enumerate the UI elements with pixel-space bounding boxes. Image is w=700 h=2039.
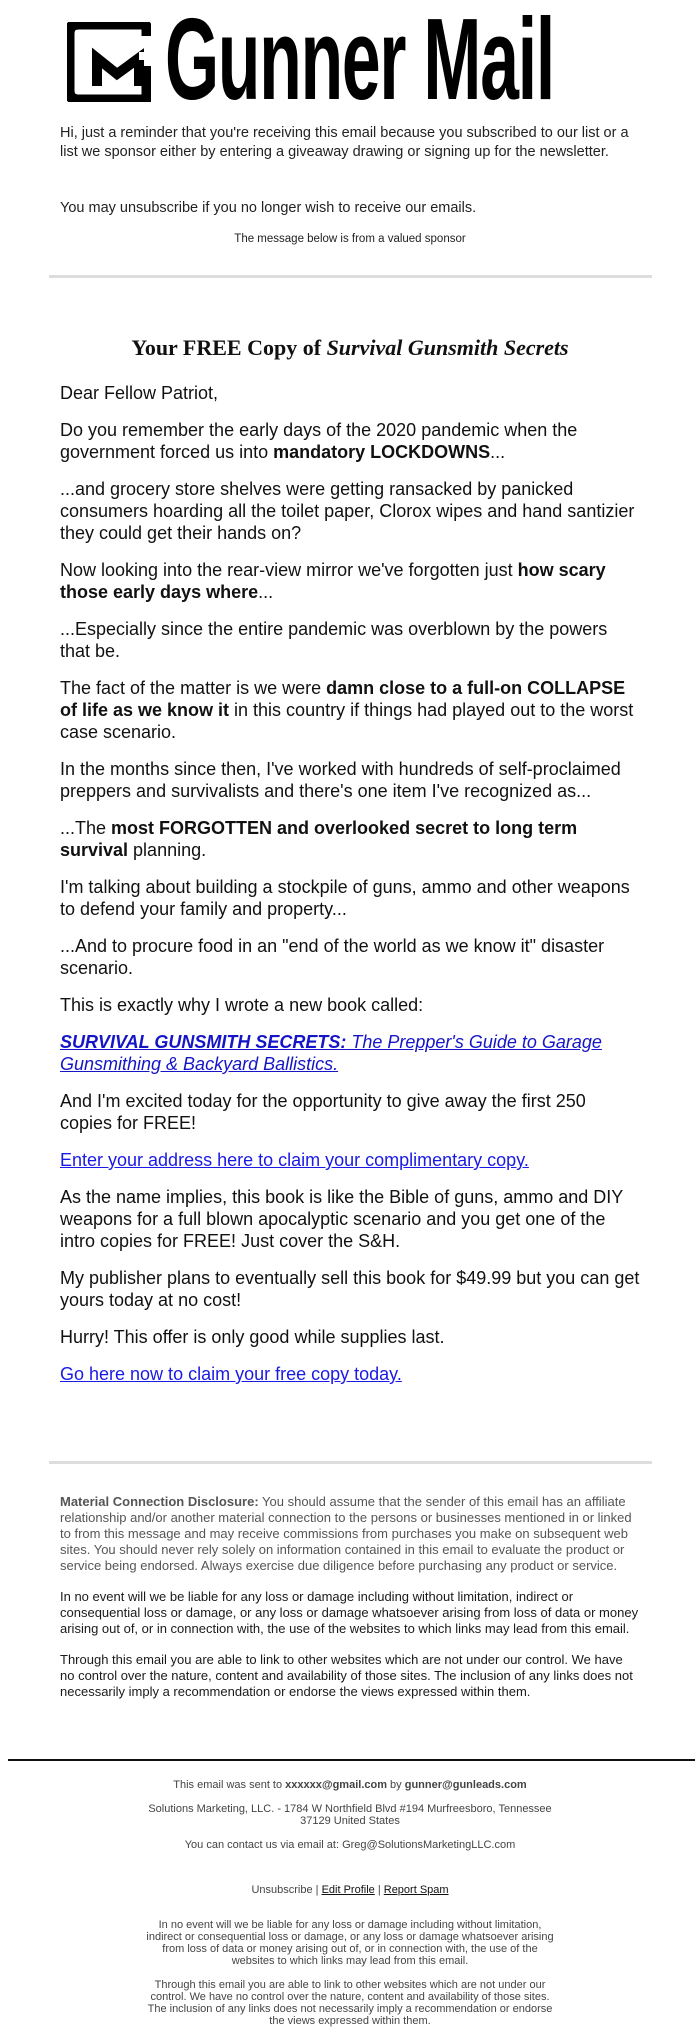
footer-divider — [8, 1759, 695, 1761]
gunner-mail-logo — [67, 0, 587, 124]
paragraph — [60, 1149, 640, 1171]
paragraph — [60, 1031, 640, 1075]
sender-email: gunner@gunleads.com — [404, 1779, 527, 1791]
divider — [49, 1461, 652, 1464]
email-body — [60, 382, 640, 1400]
paragraph: I'm talking about building a stockpile of guns, ammo and other weapons to defend your family and property... — [60, 877, 630, 919]
paragraph: ...Especially since the entire pandemic was overblown by the powers that be. — [60, 619, 608, 661]
paragraph: Now looking into the rear-view mirror we've forgotten just how scary those early days where... — [60, 560, 606, 602]
edit-profile-link[interactable]: Edit Profile — [321, 1884, 375, 1896]
sent-to-line: This email was sent to xxxxxx@gmail.com by gunner@gunleads.com — [173, 1779, 527, 1791]
book-link[interactable]: SURVIVAL GUNSMITH SECRETS: The Prepper's Guide to Garage Gunsmithing & Backyard Ballistics. — [60, 1032, 602, 1074]
paragraph: Hurry! This offer is only good while supplies last. — [60, 1327, 445, 1347]
paragraph: And I'm excited today for the opportunity to give away the first 250 copies for FREE! — [60, 1091, 586, 1133]
claim-copy-link[interactable]: Enter your address here to claim your complimentary copy. — [60, 1150, 529, 1170]
divider — [49, 275, 652, 278]
unsubscribe-note: You may unsubscribe if you no longer wish to receive our emails. — [60, 200, 477, 216]
external-links-notice: Through this email you are able to link to other websites which are not under our control. We have no control over the nature, content and availability of those sites. The inclusion of any links does not necessarily imply a recommendation or endorse the views expressed within them. — [60, 1652, 633, 1699]
headline-prefix: Your FREE Copy of — [131, 335, 327, 360]
footer-links: Unsubscribe | Edit Profile | Report Spam — [251, 1884, 449, 1896]
footer-liability: In no event will we be liable for any loss or damage including without limitation, indirect or consequential loss or damage, or any loss or damage whatsoever arising from loss of data or money arising out of, or in connection with, the use of the websites to which links may lead from this email. — [146, 1919, 554, 1967]
reminder-text: Hi, just a reminder that you're receiving this email because you subscribed to our list or a list we sponsor either by entering a giveaway drawing or signing up for the newsletter. — [60, 125, 629, 160]
subscription-reminder — [60, 124, 640, 161]
company-address: Solutions Marketing, LLC. - 1784 W Northfield Blvd #194 Murfreesboro, Tennessee 37129 United States — [148, 1803, 552, 1827]
paragraph: ...and grocery store shelves were getting ransacked by panicked consumers hoarding all the toilet paper, Clorox wipes and hand santizier they could get their hands on? — [60, 479, 635, 543]
paragraph: ...The most FORGOTTEN and overlooked secret to long term survival planning. — [60, 818, 578, 860]
footer-links-notice: Through this email you are able to link to other websites which are not under our control. We have no control over the nature, content and availability of those sites. The inclusion of any links does not necessarily imply a recommendation or endorse the views expressed within them. — [147, 1979, 553, 2027]
paragraph: This is exactly why I wrote a new book called: — [60, 995, 424, 1015]
claim-free-copy-link[interactable]: Go here now to claim your free copy today. — [60, 1364, 402, 1384]
material-connection-disclosure: Material Connection Disclosure: You should assume that the sender of this email has an affiliate relationship and/or another material connection to the persons or businesses mentioned in or linked to from this message and may receive commissions from purchases you make on subsequent web sites. You should never rely solely on information contained in this email to evaluate the product or service being endorsed. Always exercise due diligence before purchasing any product or service. — [60, 1494, 632, 1573]
gunner-mail-logo-icon — [67, 22, 151, 102]
headline — [0, 334, 700, 362]
contact-line: You can contact us via email at: Greg@SolutionsMarketingLLC.com — [184, 1839, 516, 1851]
paragraph: As the name implies, this book is like the Bible of guns, ammo and DIY weapons for a full blown apocalyptic scenario and you get one of the intro copies for FREE! Just cover the S&H. — [60, 1187, 623, 1251]
paragraph: My publisher plans to eventually sell this book for $49.99 but you can get yours today at no cost! — [60, 1268, 640, 1310]
paragraph: Do you remember the early days of the 2020 pandemic when the government forced us into mandatory LOCKDOWNS... — [60, 420, 578, 462]
greeting: Dear Fellow Patriot, — [60, 383, 219, 403]
paragraph — [60, 1363, 640, 1385]
paragraph: In the months since then, I've worked with hundreds of self-proclaimed preppers and survivalists and there's one item I've recognized as... — [60, 759, 621, 801]
report-spam-link[interactable]: Report Spam — [383, 1884, 449, 1896]
paragraph: ...And to procure food in an "end of the world as we know it" disaster scenario. — [60, 936, 605, 978]
paragraph: The fact of the matter is we were damn close to a full-on COLLAPSE of life as we know it in this country if things had played out to the worst case scenario. — [60, 678, 634, 742]
sponsor-note: The message below is from a valued sponsor — [234, 233, 466, 245]
headline-book-title: Survival Gunsmith Secrets — [326, 335, 569, 360]
disclosure-section — [60, 1494, 640, 1715]
recipient-email: xxxxxx@gmail.com — [285, 1779, 387, 1791]
unsubscribe-link[interactable]: Unsubscribe — [251, 1884, 313, 1896]
logo-text: Gunner Mail — [165, 0, 554, 124]
liability-notice: In no event will we be liable for any loss or damage including without limitation, indirect or consequential loss or damage, or any loss or damage whatsoever arising from loss of data or money arising out of, or in connection with, the use of the websites to which links may lead from this email. — [60, 1589, 639, 1636]
footer — [145, 1779, 555, 2039]
